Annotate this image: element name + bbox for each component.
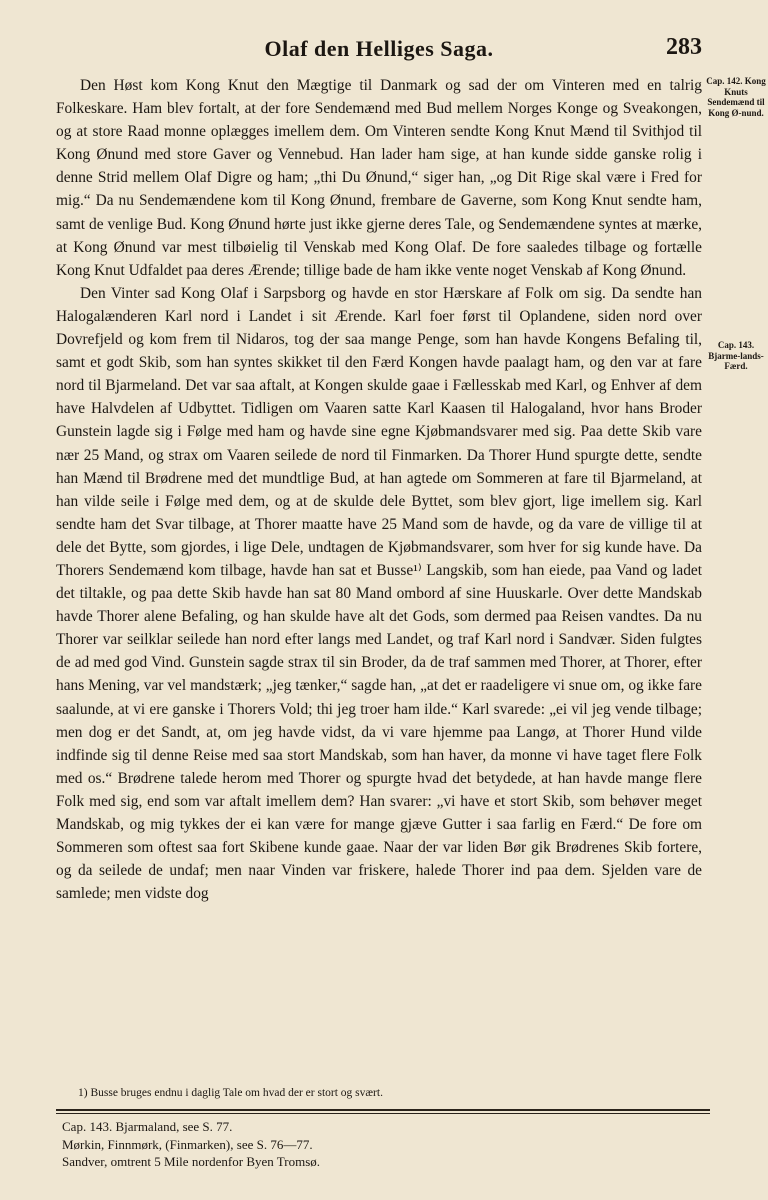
margin-note-chapter-142: Cap. 142. Kong Knuts Sendemænd til Kong Ø-nund. (706, 76, 766, 118)
divider-thin (56, 1113, 710, 1114)
page-number: 283 (666, 34, 702, 60)
place-index (62, 1118, 702, 1171)
paragraph-text: Den Høst kom Kong Knut den Mægtige til Danmark og sad der om Vinteren med en talrig Folkeskare. Ham blev fortalt, at der fore Sendemænd med Bud mellem Norges Konge og Sveakongen, og at store Raad monne oplægges imellem dem. Om Vinteren sendte Kong Knut Mænd til Svithjod til Kong Ønund med store Gaver og Vennebud. Han lader ham sige, at han kunde sidde ganske rolig i denne Strid mellem Olaf Digre og ham; „thi Du Ønund,“ siger han, „og Dit Rige skal være i Fred for mig.“ Da nu Sendemændene kom til Kong Ønund, frembare de Gaverne, som Kong Knut sendte ham, samt de venlige Bud. Kong Ønund hørte just ikke gjerne deres Tale, og Sendemændene syntes at mærke, at Kong Ønund var mest tilbøielig til Venskab med Kong Olaf. De fore saaledes tilbage og fortælle Kong Knut Udfaldet paa deres Ærende; tillige bade de ham ikke vente noget Venskab af Kong Ønund. (56, 77, 702, 279)
index-entry: Mørkin, Finnmørk, (Finmarken), see S. 76—77. (62, 1136, 313, 1152)
paragraph-text: Den Vinter sad Kong Olaf i Sarpsborg og havde en stor Hærskare af Folk om sig. Da sendte han Halogalænderen Karl nord i Landet i sit Ærende. Karl foer først til Oplandene, siden nord over Dovrefjeld og kom frem til Nidaros, tog der saa mange Penge, som han havde Kongens Befaling til, samt et godt Skib, som han syntes skikket til den Færd Kongen havde paalagt ham, og den var at fare nord til Bjarmeland. Det var saa aftalt, at Kongen skulde gaae i Fællesskab med Karl, og Enhver af dem have Halvdelen af Udbyttet. Tidligen om Vaaren satte Karl Kaasen til Halogaland, hvor hans Broder Gunstein lagde sig i Følge med ham og havde sine egne Kjøbmandsvarer med sig. Paa dette Skib vare nær 25 Mand, og strax om Vaaren seilede de nord til Finmarken. Da Thorer Hund spurgte dette, sendte han Mænd til Brødrene med det mundtlige Bud, at han agtede om Sommeren at fare til Bjarmeland, at han vilde seile i Følge med dem, og at de skulde dele Byttet, som blev gjort, lige imellem sig. Karl sendte ham det Svar tilbage, at Thorer maatte have 25 Mand som de havde, og da vare de villige til at dele det Bytte, som gjordes, i lige Dele, undtagen de Kjøbmandsvarer, som hver for sig kunde have. Da Thorers Sendemænd kom tilbage, havde han sat et Busse¹⁾ Langskib, som han eiede, paa Vand og ladet det tiltakle, og paa dette Skib havde han sat 80 Mand ombord af sine Huuskarle. Over dette Mandskab havde Thorer alene Befaling, og han skulde have alt det Gods, som dermed paa Reisen vandtes. Da nu Thorer var seilklar seilede han nord efter langs med Landet, og traf Karl nord i Sandvær. Siden fulgtes de ad med god Vind. Gunstein sagde strax til sin Broder, da de traf sammen med Thorer, at Thorer, efter hans Mening, var vel mandstærk; „jeg tænker,“ sagde han, „at det er raadeligere vi snue om, og ikke fare saalunde, at vi ere ganske i Thorers Vold; thi jeg troer ham ilde.“ Karl svarede: „ei vil jeg vende tilbage; men dog er det Sandt, at, om jeg havde vidst, da vi vare hjemme paa Langø, at Thorer Hund vilde indfinde sig til denne Reise med saa stort Mandskab, som han haver, da monne vi have taget flere Folk med os.“ Brødrene talede herom med Thorer og spurgte hvad det betydede, at han havde mange flere Folk med sig, end som var aftalt imellem dem? Han svarer: „vi have et stort Skib, som behøver meget Mandskab, og mig tykkes der ei kan være for mange gjæve Gutter i saa farlig en Færd.“ De fore om Sommeren som oftest saa fort Skibene kunde gaae. Naar der var liden Bør gik Brødrenes Skib fortere, og da seilede de undaf; men naar Vinden var friskere, halede Thorer ind paa dem. Sjelden vare de samlede; men vidste dog (56, 284, 702, 903)
divider-thick (56, 1109, 710, 1111)
index-entry: Sandver, omtrent 5 Mile nordenfor Byen Tromsø. (62, 1154, 321, 1169)
margin-note-chapter-143: Cap. 143. Bjarme-lands-Færd. (708, 340, 764, 371)
page-title: Olaf den Helliges Saga. (264, 36, 494, 61)
footnote: 1) Busse bruges endnu i daglig Tale om hvad der er stort og svært. (78, 1087, 383, 1099)
paragraph-chapter-143 (56, 282, 702, 906)
main-text (56, 74, 702, 905)
running-header (56, 34, 702, 66)
paragraph-chapter-142 (56, 74, 702, 282)
index-entry: Cap. 143. Bjarmaland, see S. 77. (62, 1119, 233, 1134)
